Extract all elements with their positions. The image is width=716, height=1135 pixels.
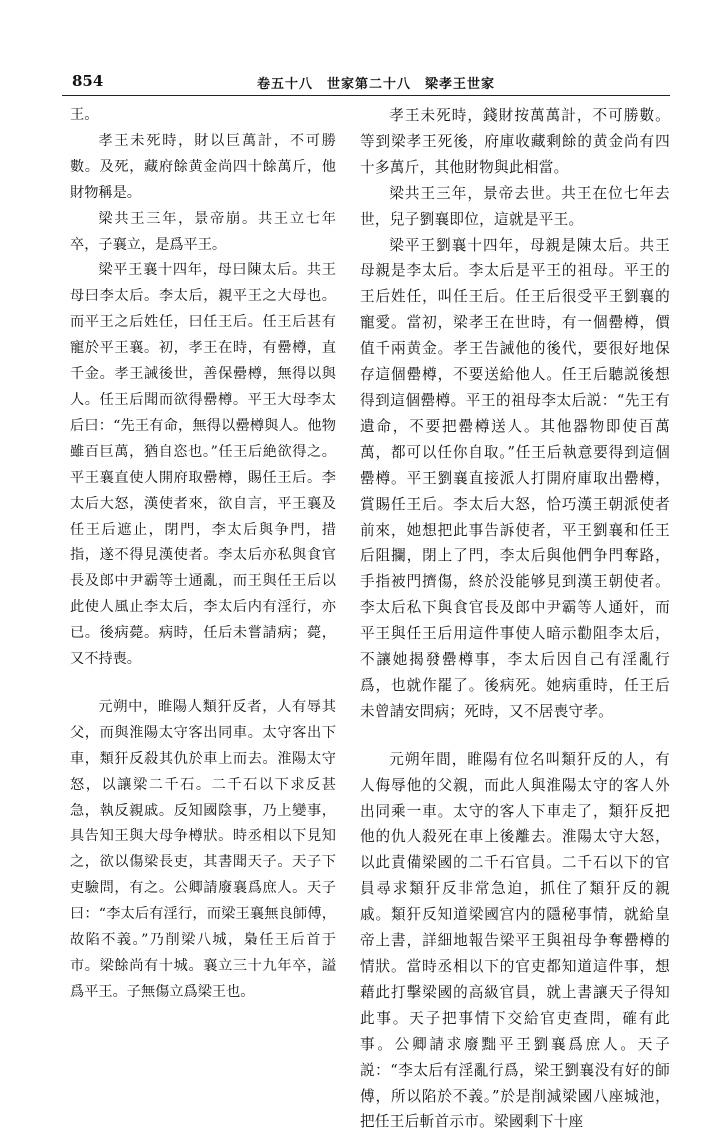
classical-paragraph: 梁平王襄十四年，母曰陳太后。共王母曰李太后。李太后，親平王之大母也。而平王之后姓任，曰任王后。任王后甚有寵於平王襄。初，孝王在時，有罍樽，直千金。孝王誡後世，善保罍樽，無得以與人。任王后聞而欲得罍樽。平王大母李太后曰：“先王有命，無得以罍樽與人。他物雖百巨萬，猶自恣也。”任王后絶欲得之。平王襄直使人開府取罍樽，賜任王后。李太后大怒，漢使者來，欲自言，平王襄及任王后遮止，閉門，李太后與争門，措指，遂不得見漢使者。李太后亦私與食官長及郎中尹霸等士通亂，而王與任王后以此使人風止李太后，李太后内有淫行，亦已。後病薨。病時，任后未嘗請病；薨，又不持喪。 [70,262,336,668]
running-head: 卷五十八 世家第二十八 梁孝王世家 [257,77,496,92]
header-rule [62,95,670,96]
translation-paragraph: 孝王未死時，錢財按萬萬計，不可勝數。等到梁孝王死後，府庫收藏剩餘的黄金尚有四十多萬斤，其他財物與此相當。 [360,107,670,176]
classical-text-column [70,103,336,1006]
paragraph-gap [70,673,336,695]
translation-paragraph: 梁共王三年，景帝去世。共王在位七年去世，兒子劉襄即位，這就是平王。 [360,184,670,228]
paragraph-gap [360,725,670,747]
classical-paragraph: 梁共王三年，景帝崩。共王立七年卒，子襄立，是爲平王。 [70,210,336,253]
translation-paragraph: 梁平王劉襄十四年，母親是陳太后。共王母親是李太后。李太后是平王的祖母。平王的王后姓任，叫任王后。任王后很受平王劉襄的寵愛。當初，梁孝王在世時，有一個罍樽，價值千兩黄金。孝王告誡他的後代，要很好地保存這個罍樽，不要送給他人。任王后聽説後想得到這個罍樽。平王的祖母李太后説：“先王有遺命，不要把罍樽送人。其他器物即使百萬萬，都可以任你自取。”任王后執意要得到這個罍樽。平王劉襄直接派人打開府庫取出罍樽，賞賜任王后。李太后大怒，恰巧漢王朝派使者前來，她想把此事告訴使者，平王劉襄和任王后阻攔，閉上了門，李太后與他們争門奪路，手指被門擠傷，終於没能够見到漢王朝使者。李太后私下與食官長及郎中尹霸等人通奸，而平王與任王后用這件事使人暗示勸阻李太后，不讓她揭發罍樽事，李太后因自己有淫亂行爲，也就作罷了。後病死。她病重時，任王后未曾請安問病；死時，又不居喪守孝。 [360,236,670,720]
page-number: 854 [72,72,104,90]
classical-paragraph: 元朔中，睢陽人類犴反者，人有辱其父，而與淮陽太守客出同車。太守客出下車，類犴反殺其仇於車上而去。淮陽太守怒，以讓梁二千石。二千石以下求反甚急，執反親戚。反知國陰事，乃上變事，具告知王與大母争樽狀。時丞相以下見知之，欲以傷梁長吏，其書聞天子。天子下吏驗問，有之。公卿請廢襄爲庶人。天子曰：“李太后有淫行，而梁王襄無良師傅，故陷不義。”乃削梁八城，梟任王后首于市。梁餘尚有十城。襄立三十九年卒，謚爲平王。子無傷立爲梁王也。 [70,698,336,1000]
classical-paragraph: 王。 [70,107,99,123]
translation-text-column [360,103,670,1135]
translation-paragraph: 元朔年間，睢陽有位名叫類犴反的人，有人侮辱他的父親，而此人與淮陽太守的客人外出同乘一車。太守的客人下車走了，類犴反把他的仇人殺死在車上後離去。淮陽太守大怒，以此責備梁國的二千石官員。二千石以下的官員尋求類犴反非常急迫，抓住了類犴反的親戚。類犴反知道梁國宫内的隱秘事情，就給皇帝上書，詳細地報告梁平王與祖母争奪罍樽的情狀。當時丞相以下的官吏都知道這件事，想藉此打擊梁國的高級官員，就上書讓天子得知此事。天子把事情下交給官吏查問，確有此事。公卿請求廢黜平王劉襄爲庶人。天子説：“李太后有淫亂行爲，梁王劉襄没有好的師傅，所以陷於不義。”於是削減梁國八座城池，把任王后斬首示市。梁國剩下十座 [360,750,670,1131]
page-header [62,72,670,94]
classical-paragraph: 孝王未死時，財以巨萬計，不可勝數。及死，藏府餘黄金尚四十餘萬斤，他財物稱是。 [70,132,336,201]
